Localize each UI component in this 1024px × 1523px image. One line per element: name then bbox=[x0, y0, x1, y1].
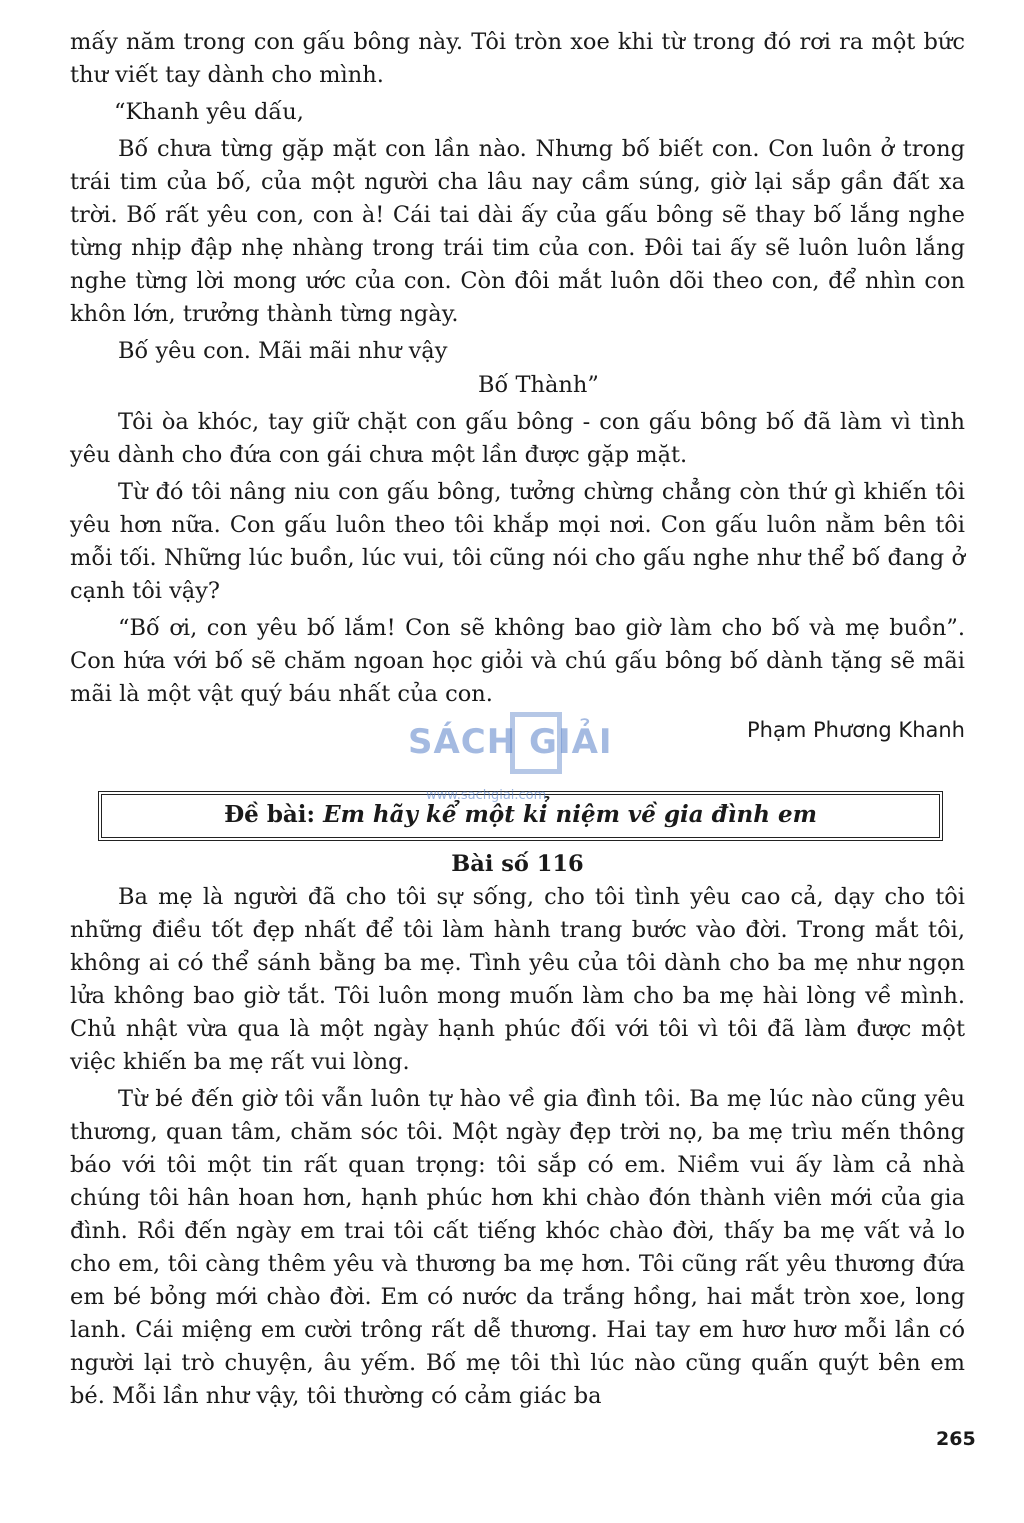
letter-greeting: “Khanh yêu dấu, bbox=[114, 99, 304, 125]
topic-heading bbox=[101, 794, 940, 838]
letter-body: Bố chưa từng gặp mặt con lần nào. Nhưng bố biết con. Con luôn ở trong trái tim của bố, của một người cha lâu nay cầm súng, giờ lại sắp gần đất xa trời. Bố rất yêu con, con à! Cái tai dài ấy của gấu bông sẽ thay bố lắng nghe từng nhịp đập nhẹ nhàng trong trái tim của con. Đôi tai ấy sẽ luôn luôn lắng nghe từng lời mong ước của con. Còn đôi mắt luôn dõi theo con, để nhìn con khôn lớn, trưởng thành từng ngày. bbox=[70, 136, 965, 327]
topic-box bbox=[98, 791, 943, 841]
topic-lead: Đề bài: bbox=[224, 801, 316, 828]
essay-paragraph: Ba mẹ là người đã cho tôi sự sống, cho tôi tình yêu cao cả, dạy cho tôi những điều tốt đẹp nhất để tôi làm hành trang bước vào đời. Trong mắt tôi, không ai có thể sánh bằng ba mẹ. Tình yêu của tôi dành cho ba mẹ như ngọn lửa không bao giờ tắt. Tôi luôn mong muốn làm cho ba mẹ hài lòng về mình. Chủ nhật vừa qua là một ngày hạnh phúc đối với tôi vì tôi đã làm được một việc khiến ba mẹ rất vui lòng. bbox=[70, 884, 965, 1075]
topic-text: Em hãy kể một kỉ niệm về gia đình em bbox=[323, 801, 817, 828]
author-name: Phạm Phương Khanh bbox=[747, 718, 965, 742]
watermark-url: www.sachgiai.com bbox=[426, 788, 547, 803]
story-paragraph: Từ đó tôi nâng niu con gấu bông, tưởng chừng chẳng còn thứ gì khiến tôi yêu hơn nữa. Con gấu luôn theo tôi khắp mọi nơi. Con gấu luôn nằm bên tôi mỗi tối. Những lúc buồn, lúc vui, tôi cũng nói cho gấu nghe như thể bố đang ở cạnh tôi vậy? bbox=[70, 479, 965, 604]
section-title: Bài số 116 bbox=[451, 851, 584, 877]
page-body bbox=[70, 26, 965, 1413]
story-paragraph: Tôi òa khóc, tay giữ chặt con gấu bông - con gấu bông bố đã làm vì tình yêu dành cho đứa con gái chưa một lần được gặp mặt. bbox=[70, 409, 965, 468]
letter-closing: Bố yêu con. Mãi mãi như vậy bbox=[118, 338, 448, 364]
story-paragraph: “Bố ơi, con yêu bố lắm! Con sẽ không bao giờ làm cho bố và mẹ buồn”. Con hứa với bố sẽ chăm ngoan học giỏi và chú gấu bông bố dành tặng sẽ mãi mãi là một vật quý báu nhất của con. bbox=[70, 615, 965, 707]
essay-paragraph: Từ bé đến giờ tôi vẫn luôn tự hào về gia đình tôi. Ba mẹ lúc nào cũng yêu thương, quan tâm, chăm sóc tôi. Một ngày đẹp trời nọ, ba mẹ trìu mến thông báo với tôi một tin rất quan trọng: tôi sắp có em. Niềm vui ấy làm cả nhà chúng tôi hân hoan hơn, hạnh phúc hơn khi chào đón thành viên mới của gia đình. Rồi đến ngày em trai tôi cất tiếng khóc chào đời, thấy ba mẹ vất vả lo cho em, tôi càng thêm yêu và thương ba mẹ hơn. Tôi cũng rất yêu thương đứa em bé bỏng mới chào đời. Em có nước da trắng hồng, hai mắt tròn xoe, long lanh. Cái miệng em cười trông rất dễ thương. Hai tay em hươ hươ mỗi lần có người lại trò chuyện, âu yếm. Bố mẹ tôi thì lúc nào cũng quấn quýt bên em bé. Mỗi lần như vậy, tôi thường có cảm giác ba bbox=[70, 1086, 965, 1409]
watermark-brand: SÁCH GIẢI bbox=[408, 722, 613, 762]
page-number: 265 bbox=[936, 1428, 976, 1450]
letter-signature: Bố Thành” bbox=[478, 372, 599, 398]
paragraph-continuation: mấy năm trong con gấu bông này. Tôi tròn xoe khi từ trong đó rơi ra một bức thư viết tay dành cho mình. bbox=[70, 29, 965, 88]
